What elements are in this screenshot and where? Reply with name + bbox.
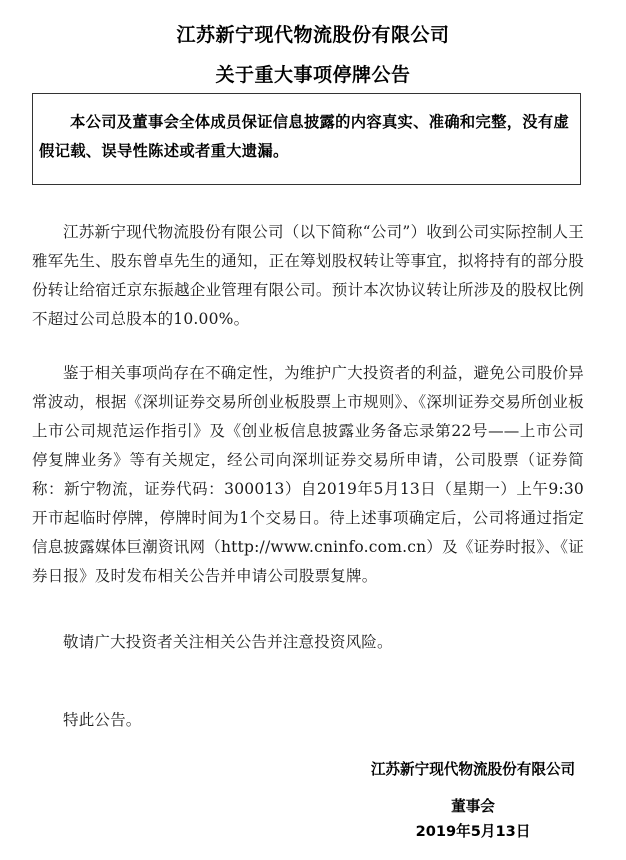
paragraph-closing: 特此公告。 [63, 711, 142, 729]
signature-date: 2019年5月13日 [415, 823, 531, 840]
signature-company: 江苏新宁现代物流股份有限公司 [370, 761, 576, 778]
document-title-subject: 关于重大事项停牌公告 [215, 64, 411, 86]
document-title-company: 江苏新宁现代物流股份有限公司 [176, 24, 450, 46]
disclaimer-box: 本公司及董事会全体成员保证信息披露的内容真实、准确和完整，没有虚假记载、误导性陈述或者重大遗漏。 [32, 93, 581, 185]
paragraph-risk-warning: 敬请广大投资者关注相关公告并注意投资风险。 [63, 633, 393, 651]
paragraph-share-transfer: 江苏新宁现代物流股份有限公司（以下简称“公司”）收到公司实际控制人王雅军先生、股东曾卓先生的通知，正在筹划股权转让等事宜，拟将持有的部分股份转让给宿迁京东振越企业管理有限公司。预计本次协议转让所涉及的股权比例不超过公司总股本的10.00%。 [32, 223, 584, 328]
paragraph-trading-halt: 鉴于相关事项尚存在不确定性，为维护广大投资者的利益，避免公司股价异常波动，根据《深圳证券交易所创业板股票上市规则》、《深圳证券交易所创业板上市公司规范运作指引》及《创业板信息披露业务备忘录第22号——上市公司停复牌业务》等有关规定，经公司向深圳证券交易所申请，公司股票（证券简称：新宁物流，证券代码：300013）自2019年5月13日（星期一）上午9:30开市起临时停牌，停牌时间为1个交易日。待上述事项确定后，公司将通过指定信息披露媒体巨潮资讯网（http://www.cninfo.com.cn）及《证券时报》、《证券日报》及时发布相关公告并申请公司股票复牌。 [32, 364, 584, 585]
signature-board: 董事会 [451, 798, 495, 815]
